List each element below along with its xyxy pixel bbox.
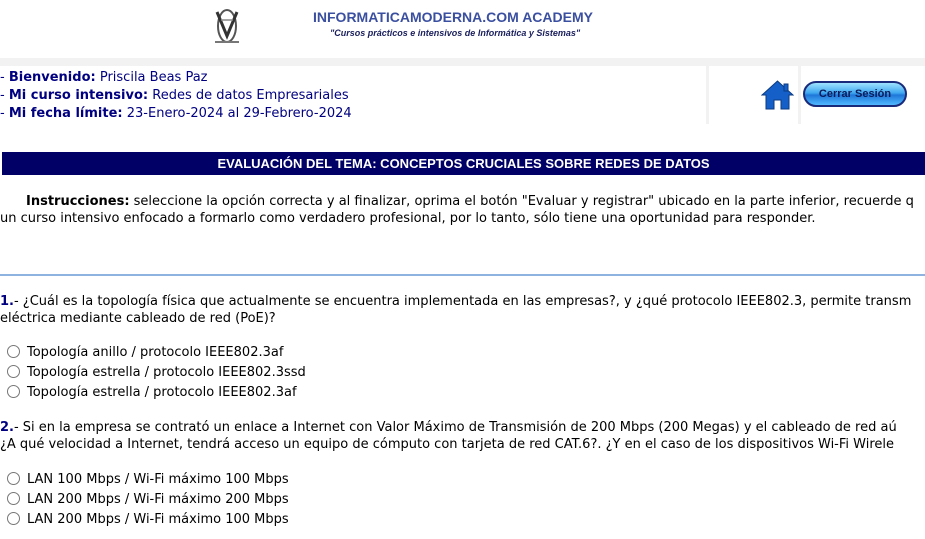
answer-option[interactable] bbox=[7, 471, 289, 489]
instructions-text-2: un curso intensivo enfocado a formarlo como verdadero profesional, por lo tanto, sólo tiene una oportunidad para responder. bbox=[0, 211, 816, 226]
deadline-line: - Mi fecha límite: 23-Enero-2024 al 29-Febrero-2024 bbox=[0, 106, 352, 121]
header-gap bbox=[0, 58, 925, 66]
radio-button[interactable] bbox=[7, 385, 20, 398]
deadline-value: 23-Enero-2024 al 29-Febrero-2024 bbox=[126, 106, 352, 121]
academy-logo-icon bbox=[211, 6, 243, 46]
welcome-line: - Bienvenido: Priscila Beas Paz bbox=[0, 70, 208, 85]
option-label: Topología anillo / protocolo IEEE802.3af bbox=[27, 345, 284, 360]
radio-button[interactable] bbox=[7, 365, 20, 378]
deadline-label: Mi fecha límite: bbox=[8, 106, 123, 121]
answer-option[interactable] bbox=[7, 511, 289, 529]
question-text-2: ¿A qué velocidad a Internet, tendrá acceso un equipo de cómputo con tarjeta de red CAT.6?. ¿Y en el caso de los dispositivos Wi-Fi Wirele bbox=[0, 437, 894, 452]
option-label: Topología estrella / protocolo IEEE802.3af bbox=[27, 385, 297, 400]
option-label: LAN 100 Mbps / Wi-Fi máximo 100 Mbps bbox=[27, 472, 289, 487]
option-label: LAN 200 Mbps / Wi-Fi máximo 100 Mbps bbox=[27, 512, 289, 527]
user-info-panel bbox=[0, 66, 706, 124]
welcome-label: Bienvenido: bbox=[8, 70, 96, 85]
course-label: Mi curso intensivo: bbox=[8, 88, 149, 103]
question-number: 1. bbox=[0, 294, 14, 309]
home-icon[interactable] bbox=[761, 80, 794, 110]
info-gap bbox=[0, 124, 925, 152]
site-header bbox=[0, 0, 925, 58]
radio-button[interactable] bbox=[7, 472, 20, 485]
logout-button[interactable]: Cerrar Sesión bbox=[803, 81, 907, 107]
instructions-text-1: seleccione la opción correcta y al finalizar, oprima el botón "Evaluar y registrar" ubicado en la parte inferior, recuerde q bbox=[129, 194, 914, 209]
academy-subtitle: "Cursos prácticos e intensivos de Informática y Sistemas" bbox=[330, 28, 581, 38]
answer-option[interactable] bbox=[7, 364, 306, 382]
question-1 bbox=[0, 293, 925, 327]
welcome-value: Priscila Beas Paz bbox=[99, 70, 208, 85]
question-text-2: eléctrica mediante cableado de red (PoE)? bbox=[0, 311, 276, 326]
question-number: 2. bbox=[0, 420, 14, 435]
radio-button[interactable] bbox=[7, 512, 20, 525]
radio-button[interactable] bbox=[7, 345, 20, 358]
course-value: Redes de datos Empresariales bbox=[152, 88, 349, 103]
instructions bbox=[0, 193, 925, 227]
answer-option[interactable] bbox=[7, 491, 289, 509]
instructions-label: Instrucciones: bbox=[26, 194, 130, 209]
question-text-1: - ¿Cuál es la topología física que actualmente se encuentra implementada en las empresas?, y ¿qué protocolo IEEE802.3, permite transm bbox=[13, 294, 912, 309]
radio-button[interactable] bbox=[7, 492, 20, 505]
option-label: LAN 200 Mbps / Wi-Fi máximo 200 Mbps bbox=[27, 492, 289, 507]
answer-option[interactable] bbox=[7, 384, 297, 402]
option-label: Topología estrella / protocolo IEEE802.3ssd bbox=[27, 365, 306, 380]
question-text-1: - Si en la empresa se contrató un enlace a Internet con Valor Máximo de Transmisión de 200 Mbps (200 Megas) y el cableado de red aú bbox=[13, 420, 897, 435]
question-2 bbox=[0, 419, 925, 453]
academy-title: INFORMATICAMODERNA.COM ACADEMY bbox=[313, 9, 593, 25]
divider bbox=[0, 274, 925, 276]
section-title: EVALUACIÓN DEL TEMA: CONCEPTOS CRUCIALES SOBRE REDES DE DATOS bbox=[2, 152, 925, 175]
answer-option[interactable] bbox=[7, 344, 283, 362]
course-line: - Mi curso intensivo: Redes de datos Empresariales bbox=[0, 88, 349, 103]
